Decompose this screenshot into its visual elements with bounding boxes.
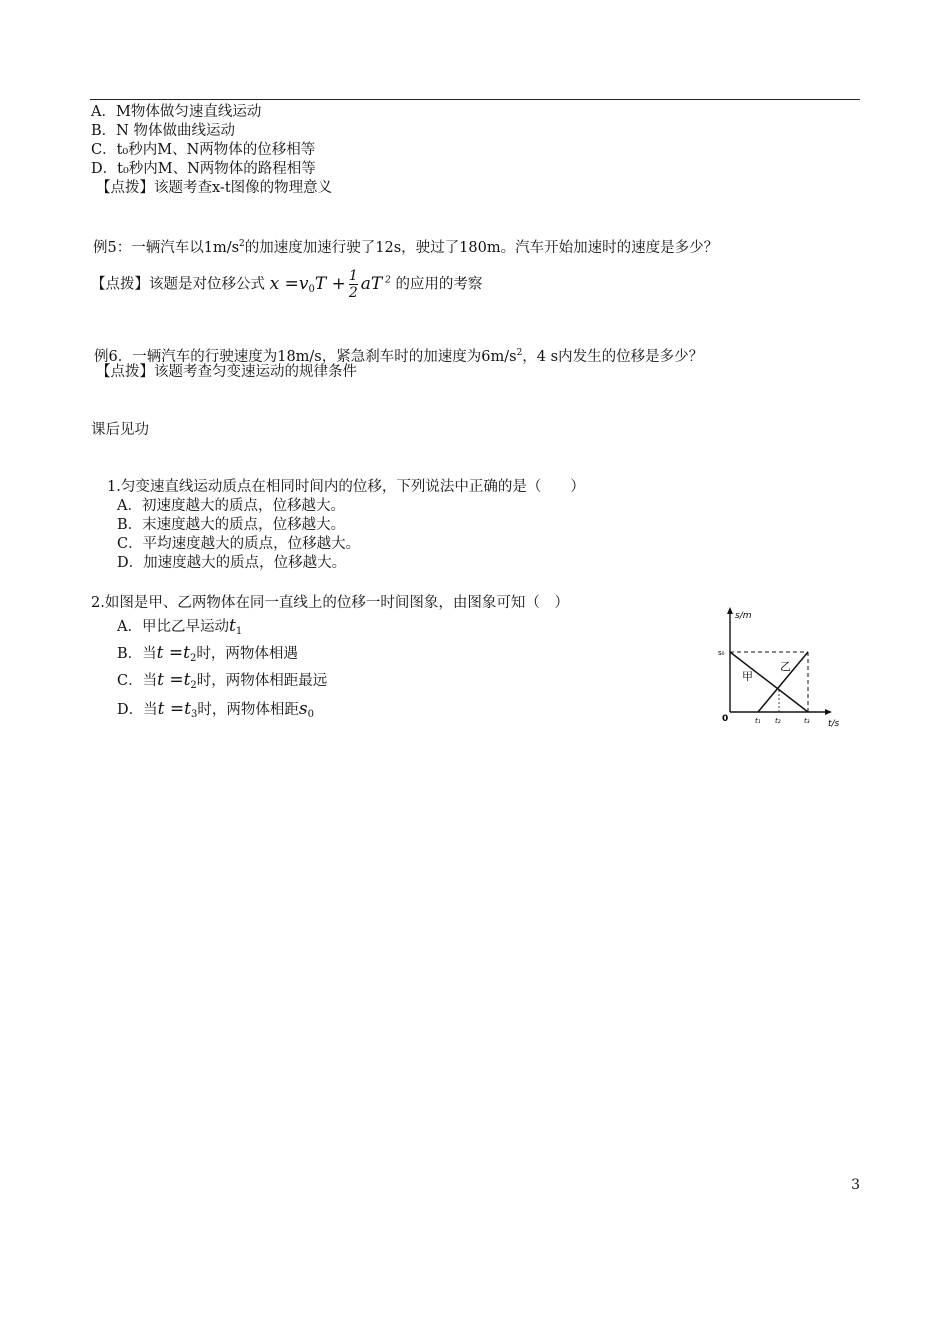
option-a: A．M物体做匀速直线运动 bbox=[91, 104, 262, 120]
x-axis-arrow bbox=[825, 709, 832, 715]
section-title: 课后见功 bbox=[91, 422, 149, 438]
displacement-formula: $x =v_0T$ + $\frac{1}{2}$ aT $^2$ bbox=[269, 267, 391, 301]
y-axis-label: s/m bbox=[735, 611, 752, 621]
displacement-time-graph bbox=[718, 604, 858, 730]
question-1-option-b: B．末速度越大的质点，位移越大。 bbox=[117, 517, 346, 533]
question-1-stem: 1.匀变速直线运动质点在相同时间内的位移，下列说法中正确的是（ ） bbox=[107, 479, 585, 495]
question-1-option-a: A．初速度越大的质点，位移越大。 bbox=[117, 498, 345, 514]
option-c: C．t₀秒内M、N两物体的位移相等 bbox=[91, 142, 316, 158]
header-rule bbox=[90, 99, 860, 100]
question-1-option-c: C．平均速度越大的质点，位移越大。 bbox=[117, 536, 361, 552]
t3-label: t₃ bbox=[804, 717, 810, 725]
hint-xt-image: 【点拨】该题考查x-t图像的物理意义 bbox=[96, 180, 333, 196]
option-b: B．N 物体做曲线运动 bbox=[91, 123, 235, 139]
example-5-question: 例5：一辆汽车以$1m/s^2$的加速度加速行驶了12s，驶过了180m。汽车开始加速时的速度是多少？ bbox=[93, 239, 719, 256]
yi-label: 乙 bbox=[780, 660, 791, 673]
question-2-stem: 2.如图是甲、乙两物体在同一直线上的位移一时间图象，由图象可知（ ） bbox=[91, 595, 569, 611]
example-5-hint: 【点拨】该题是对位移公式 $x =v_0T$ + $\frac{1}{2}$ aT $^2$ 的应用的考察 bbox=[91, 267, 483, 301]
option-d: D．t₀秒内M、N两物体的路程相等 bbox=[91, 161, 316, 177]
question-2-option-b: B．当$t =t_2$时，两物体相遇 bbox=[117, 643, 298, 664]
question-1-option-d: D．加速度越大的质点，位移越大。 bbox=[117, 555, 347, 571]
question-2-option-d: D．当$t =t_3$时，两物体相距$s_0$ bbox=[117, 699, 314, 720]
question-2-option-a: A．甲比乙早运动$t_1$ bbox=[117, 616, 243, 637]
x-axis-label: t/s bbox=[828, 719, 840, 729]
jia-label: 甲 bbox=[742, 670, 753, 683]
page-number: 3 bbox=[851, 1177, 860, 1193]
s0-label: s₀ bbox=[718, 649, 725, 657]
question-2-option-c: C．当$t =t_2$时，两物体相距最远 bbox=[117, 670, 328, 691]
t2-label: t₂ bbox=[775, 717, 781, 725]
origin-label: 0 bbox=[722, 714, 729, 724]
y-axis-arrow bbox=[727, 607, 733, 614]
t1-label: t₁ bbox=[755, 717, 761, 725]
example-6-hint: 【点拨】该题考查匀变速运动的规律条件 bbox=[96, 364, 357, 380]
example-6-question: 例6．一辆汽车的行驶速度为18m/s，紧急刹车时的加速度为$6m/s^2$，4 s内发生的位移是多少？ bbox=[94, 348, 704, 365]
